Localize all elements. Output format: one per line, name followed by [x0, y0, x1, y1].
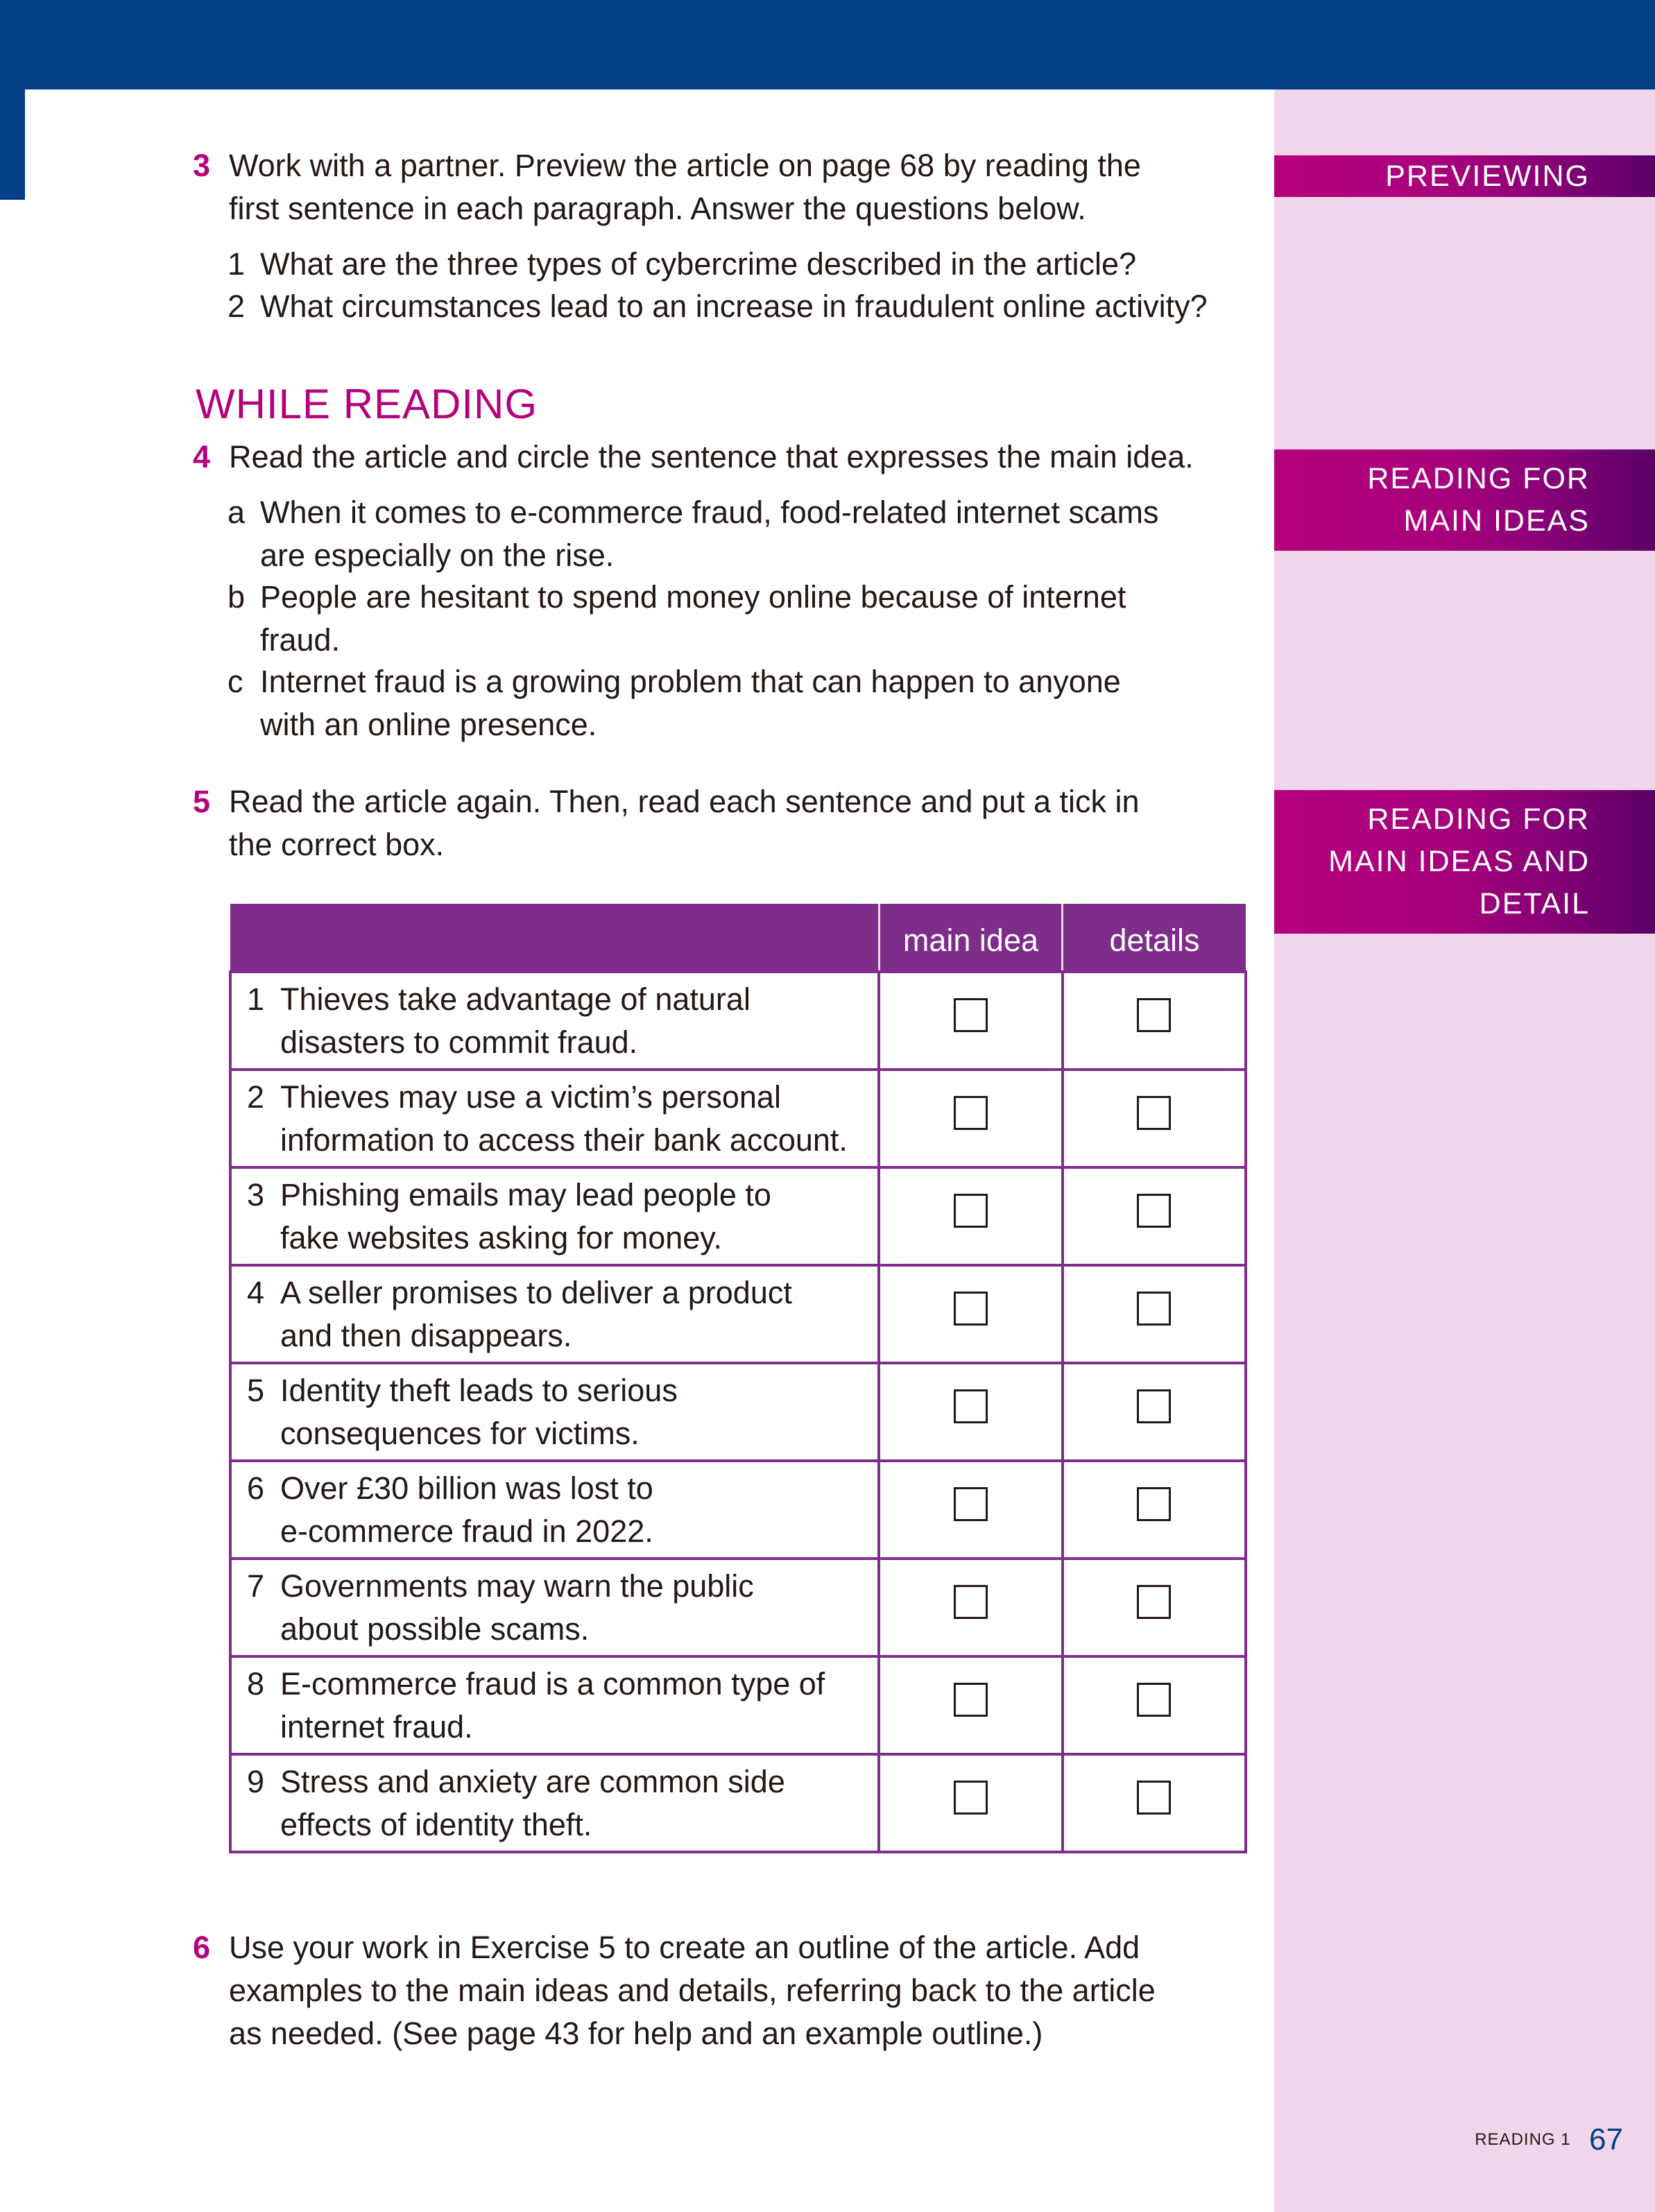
main-idea-checkbox[interactable] [954, 1096, 988, 1130]
exercise-instruction-line: first sentence in each paragraph. Answer the questions below. [229, 191, 1086, 226]
details-checkbox[interactable] [1137, 1389, 1171, 1423]
statement-text-line: internet fraud. [280, 1708, 473, 1744]
main-idea-checkbox[interactable] [954, 1781, 988, 1815]
exercise-instruction: Read the article and circle the sentence that expresses the main idea. [229, 439, 1194, 474]
option-label: c [228, 664, 243, 699]
statement-number: 7 [247, 1568, 265, 1604]
statement-number: 4 [247, 1274, 265, 1310]
details-checkbox[interactable] [1137, 1585, 1171, 1619]
statement-cell [230, 1559, 879, 1656]
statement-text-line: Identity theft leads to serious [280, 1372, 678, 1408]
table-row [230, 1265, 1246, 1363]
statement-number: 9 [247, 1763, 265, 1799]
table-row [230, 1754, 1246, 1852]
exercise-6 [193, 1926, 1254, 2055]
exercise-number: 3 [193, 148, 211, 183]
main-idea-cell [879, 1070, 1062, 1167]
table-row [230, 1167, 1246, 1265]
details-cell [1063, 1070, 1246, 1167]
statement-text-line: fake websites asking for money. [280, 1219, 722, 1255]
statement-text-line: Over £30 billion was lost to [280, 1470, 653, 1506]
statement-cell [230, 1070, 879, 1167]
exercise-4 [193, 436, 1254, 479]
statement-text-line: and then disappears. [280, 1317, 572, 1353]
main-idea-cell [879, 1167, 1062, 1265]
main-idea-cell [879, 1363, 1062, 1461]
details-cell [1063, 1167, 1246, 1265]
question-label: 2 [228, 289, 246, 324]
details-cell [1063, 1461, 1246, 1559]
header-main-idea: main idea [879, 904, 1062, 972]
table-row [230, 1070, 1246, 1167]
statement-cell [230, 1167, 879, 1265]
details-checkbox[interactable] [1137, 1487, 1171, 1521]
statement-text-line: information to access their bank account. [280, 1122, 848, 1158]
section-heading: WHILE READING [196, 381, 538, 427]
table-row [230, 1656, 1246, 1754]
details-cell [1063, 972, 1246, 1070]
exercise-instruction-line: Use your work in Exercise 5 to create an outline of the article. Add [229, 1930, 1140, 1965]
tag-line: READING FOR [1367, 462, 1590, 495]
main-idea-cell [879, 972, 1062, 1070]
option-label: a [228, 495, 246, 530]
page-footer [1443, 2123, 1623, 2157]
exercise-instruction-line: Work with a partner. Preview the article on page 68 by reading the [229, 148, 1141, 183]
option-label: b [228, 579, 246, 615]
statement-text-line: Stress and anxiety are common side [280, 1763, 785, 1799]
option-text-line: fraud. [260, 622, 341, 658]
statement-text-line: Thieves may use a victim’s personal [280, 1079, 781, 1115]
main-idea-cell [879, 1754, 1062, 1852]
main-idea-cell [879, 1461, 1062, 1559]
exercise-instruction-line: Read the article again. Then, read each sentence and put a tick in [229, 784, 1140, 819]
exercise-number: 5 [193, 784, 211, 819]
option-b[interactable] [228, 576, 1268, 662]
question-2 [228, 285, 1268, 328]
sidebar-tag-previewing [1274, 155, 1655, 197]
main-idea-checkbox[interactable] [954, 1585, 988, 1619]
exercise-number: 6 [193, 1930, 211, 1965]
exercise-number: 4 [193, 439, 211, 474]
sidebar-tag-reading-for-main-ideas [1274, 449, 1655, 551]
statement-text-line: e-commerce fraud in 2022. [280, 1513, 653, 1549]
tag-line: MAIN IDEAS [1403, 504, 1590, 538]
tag-line: READING FOR [1367, 803, 1590, 836]
statement-number: 1 [247, 981, 265, 1017]
exercise-5 [193, 780, 1254, 866]
exercise-instruction-line: the correct box. [229, 827, 445, 862]
option-a[interactable] [228, 491, 1268, 577]
details-cell [1063, 1754, 1246, 1852]
statement-number: 6 [247, 1470, 265, 1506]
header-statement [230, 904, 879, 972]
details-checkbox[interactable] [1137, 1292, 1171, 1326]
tick-table [229, 904, 1247, 1853]
statement-text-line: Phishing emails may lead people to [280, 1176, 771, 1212]
statement-text-line: consequences for victims. [280, 1415, 640, 1451]
exercise-instruction-line: examples to the main ideas and details, referring back to the article [229, 1973, 1156, 2008]
exercise-instruction-line: as needed. (See page 43 for help and an example outline.) [229, 2016, 1043, 2051]
details-cell [1063, 1363, 1246, 1461]
page-number: 67 [1589, 2123, 1623, 2157]
main-idea-checkbox[interactable] [954, 1389, 988, 1423]
main-idea-cell [879, 1265, 1062, 1363]
statement-number: 3 [247, 1176, 265, 1212]
option-text-line: When it comes to e-commerce fraud, food-related internet scams [260, 495, 1159, 530]
statement-text-line: effects of identity theft. [280, 1806, 592, 1842]
details-cell [1063, 1559, 1246, 1656]
statement-text-line: disasters to commit fraud. [280, 1024, 638, 1060]
option-c[interactable] [228, 660, 1268, 746]
question-text: What are the three types of cybercrime described in the article? [260, 246, 1137, 282]
details-cell [1063, 1656, 1246, 1754]
statement-cell [230, 1265, 879, 1363]
statement-cell [230, 1754, 879, 1852]
option-text-line: are especially on the rise. [260, 538, 615, 573]
sidebar-tag-reading-for-main-ideas-and-detail [1274, 790, 1655, 934]
main-idea-checkbox[interactable] [954, 1292, 988, 1326]
statement-cell [230, 972, 879, 1070]
option-text-line: with an online presence. [260, 707, 597, 742]
footer-section-label: READING 1 [1475, 2130, 1571, 2149]
details-checkbox[interactable] [1137, 998, 1171, 1032]
details-checkbox[interactable] [1137, 1683, 1171, 1717]
main-idea-checkbox[interactable] [954, 1194, 988, 1228]
statement-cell [230, 1461, 879, 1559]
main-idea-cell [879, 1656, 1062, 1754]
option-text-line: People are hesitant to spend money online because of internet [260, 579, 1126, 615]
main-idea-checkbox[interactable] [954, 1683, 988, 1717]
table-row [230, 1363, 1246, 1461]
table-row [230, 972, 1246, 1070]
statement-number: 5 [247, 1372, 265, 1408]
option-text-line: Internet fraud is a growing problem that can happen to anyone [260, 664, 1121, 699]
statement-text-line: Governments may warn the public [280, 1568, 754, 1604]
statement-text-line: A seller promises to deliver a product [280, 1274, 792, 1310]
statement-number: 8 [247, 1665, 265, 1701]
tag-line: PREVIEWING [1385, 160, 1590, 193]
main-idea-cell [879, 1559, 1062, 1656]
tag-line: MAIN IDEAS AND [1328, 845, 1590, 878]
tag-line: DETAIL [1479, 887, 1590, 920]
main-idea-checkbox[interactable] [954, 998, 988, 1032]
statement-cell [230, 1363, 879, 1461]
statement-cell [230, 1656, 879, 1754]
statement-number: 2 [247, 1079, 265, 1115]
header-details: details [1063, 904, 1246, 972]
statement-text-line: E-commerce fraud is a common type of [280, 1665, 825, 1701]
table-row [230, 1559, 1246, 1656]
statement-text-line: Thieves take advantage of natural [280, 981, 751, 1017]
main-idea-checkbox[interactable] [954, 1487, 988, 1521]
details-cell [1063, 1265, 1246, 1363]
question-text: What circumstances lead to an increase in fraudulent online activity? [260, 289, 1208, 324]
table-row [230, 1461, 1246, 1559]
details-checkbox[interactable] [1137, 1096, 1171, 1130]
table-header-row [230, 904, 1246, 972]
exercise-3 [193, 144, 1254, 230]
question-label: 1 [228, 246, 246, 282]
details-checkbox[interactable] [1137, 1781, 1171, 1815]
sidebar [1274, 89, 1655, 2212]
question-1 [228, 243, 1268, 286]
statement-text-line: about possible scams. [280, 1611, 590, 1647]
details-checkbox[interactable] [1137, 1194, 1171, 1228]
